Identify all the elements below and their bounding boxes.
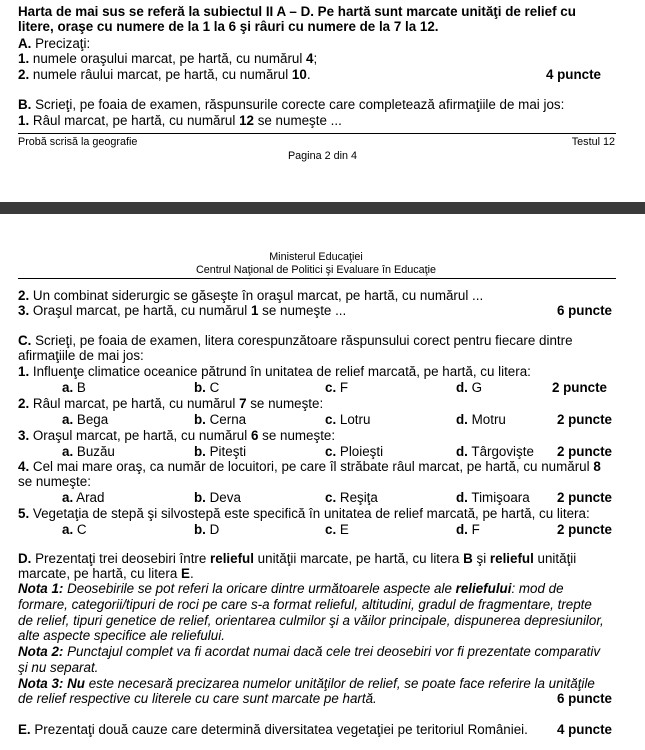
item-a1: 1. numele oraşului marcat, pe hartă, cu numărul 4; [18,51,318,66]
nota-3-line2: de relief respective cu literele cu care sunt marcate pe hartă. [18,691,377,706]
question-4: 4. Cel mai mare oraş, ca număr de locuitori, pe care îl străbate râul marcat, pe hartă, cu numărul 8 [18,459,601,474]
nota-3: Nota 3: Nu este necesară precizarea numelor unităţilor de relief, se poate face referire la unităţile [18,676,595,691]
question-5: 5. Vegetaţia de stepă şi silvostepă este specifică în unitatea de relief marcată, pe hartă, cu litera: [18,506,590,521]
section-d-heading-line2: marcate, pe hartă, cu litera E. [18,566,194,581]
section-b-points: 6 puncte [556,303,612,318]
nota-2: Nota 2: Punctajul complet va fi acordat numai dacă cele trei deosebiri vor fi prezentate comparativ [18,644,601,659]
question-3: 3. Oraşul marcat, pe hartă, cu numărul 6 se numeşte: [18,428,336,443]
q5-option-d: d. F [456,522,480,537]
question-4-line2: se numeşte: [18,474,91,489]
q3-option-a: a. Buzău [62,444,115,459]
section-e-points: 4 puncte [556,722,612,737]
section-a-heading: A. Precizaţi: [18,36,91,51]
item-b2: 2. Un combinat siderurgic se găseşte în oraşul marcat, pe hartă, cu numărul ... [18,288,484,303]
nota-1-line3: de relief, tipuri genetice de relief, orientarea culmilor şi a văilor principale, dispunerea depresiunilor, [18,613,604,628]
header-divider [18,278,616,279]
footer-divider [18,133,616,134]
section-c-heading-line2: afirmaţiile de mai jos: [18,348,144,363]
section-d-points: 6 puncte [556,691,612,706]
section-d-heading: D. Prezentaţi trei deosebiri între relieful unităţii marcate, pe hartă, cu litera B şi relieful unităţii [18,551,577,566]
q4-points: 2 puncte [556,490,612,505]
footer-right: Testul 12 [571,136,615,148]
q3-points: 2 puncte [556,444,612,459]
q1-option-a: a. B [62,380,86,395]
item-b3: 3. Oraşul marcat, pe hartă, cu numărul 1 se numeşte ... [18,303,347,318]
q1-option-d: d. G [456,380,483,395]
nota-1-line4: alte aspecte specifice ale reliefului. [18,628,225,643]
q4-option-d: d. Timişoara [456,490,530,505]
q4-option-b: b. Deva [194,490,241,505]
section-b-heading: B. Scrieţi, pe foaia de examen, răspunsurile corecte care completează afirmaţiile de mai jos: [18,97,565,112]
footer-left: Probă scrisă la geografie [18,136,138,148]
q3-option-b: b. Piteşti [194,444,247,459]
footer-page-number: Pagina 2 din 4 [287,150,358,162]
q5-option-a: a. C [62,522,87,537]
q1-option-b: b. C [194,380,220,395]
q5-option-b: b. D [194,522,220,537]
header-center: Centrul Naţional de Politici şi Evaluare în Educaţie [195,264,437,276]
q2-option-b: b. Cerna [194,412,247,427]
q4-option-a: a. Arad [62,490,105,505]
q2-option-d: d. Motru [456,412,506,427]
item-a2: 2. numele râului marcat, pe hartă, cu numărul 10. [18,67,311,82]
q3-option-c: c. Ploieşti [325,444,384,459]
q1-points: 2 puncte [551,380,607,395]
nota-2-line2: şi nu separat. [18,660,99,675]
item-b1: 1. Râul marcat, pe hartă, cu numărul 12 se numeşte ... [18,113,342,128]
section-a-points: 4 puncte [545,67,601,82]
q5-option-c: c. E [325,522,349,537]
page-separator [0,202,645,214]
q2-points: 2 puncte [556,412,612,427]
section-c-heading: C. Scrieţi, pe foaia de examen, litera corespunzătoare răspunsului corect pentru fiecare dintre [18,333,573,348]
q3-option-d: d. Târgovişte [456,444,534,459]
q2-option-a: a. Bega [62,412,109,427]
section-e-heading: E. Prezentaţi două cauze care determină diversitatea vegetaţiei pe teritoriul României. [18,722,528,737]
q5-points: 2 puncte [556,522,612,537]
nota-1: Nota 1: Deosebirile se pot referi la oricare dintre următoarele aspecte ale reliefului: mod de [18,581,564,596]
nota-1-line2: formare, categorii/tipuri de roci pe care s-a format relieful, altitudini, gradul de fragmentare, trepte [18,597,592,612]
intro-line-1: Harta de mai sus se referă la subiectul II A – D. Pe hartă sunt marcate unităţi de relief cu [18,4,576,19]
q2-option-c: c. Lotru [325,412,371,427]
header-ministry: Ministerul Educaţiei [269,251,363,263]
q1-option-c: c. F [325,380,349,395]
intro-line-2: litere, oraşe cu numere de la 1 la 6 şi râuri cu numere de la 7 la 12. [18,19,439,34]
question-2: 2. Râul marcat, pe hartă, cu numărul 7 se numeşte: [18,396,324,411]
question-1: 1. Influenţe climatice oceanice pătrund în unitatea de relief marcată, pe hartă, cu litera: [18,364,531,379]
q4-option-c: c. Reşiţa [325,490,378,505]
